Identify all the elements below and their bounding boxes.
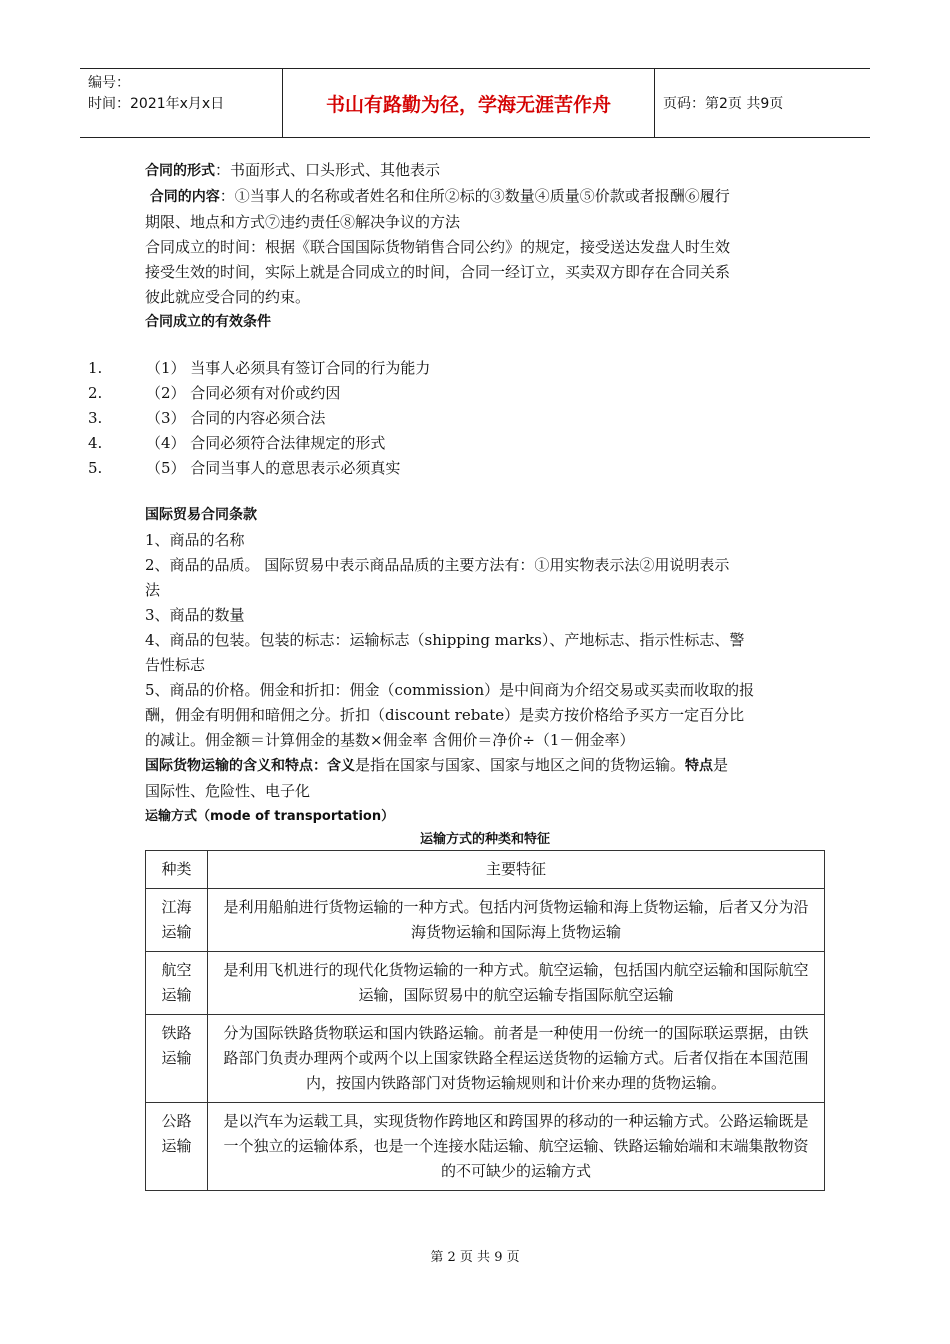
list-item	[88, 356, 788, 381]
conditions-title: 合同成立的有效条件	[145, 314, 271, 330]
meaning-text: 是指在国家与国家、国家与地区之间的货物运输。	[355, 756, 686, 774]
clause-line: 告性标志	[145, 656, 206, 674]
table-row	[146, 1015, 825, 1103]
list-number: 2.	[88, 384, 103, 402]
contract-form-text: ：书面形式、口头形式、其他表示	[215, 161, 441, 179]
table-row	[146, 952, 825, 1015]
type-cell	[146, 889, 208, 952]
col-type-header: 种类	[146, 851, 208, 889]
table-row	[146, 1103, 825, 1191]
list-text: （5） 合同当事人的意思表示必须真实	[146, 459, 401, 477]
list-text: （2） 合同必须有对价或约因	[146, 384, 341, 402]
clause-line: 5、商品的价格。佣金和折扣：佣金（commission）是中间商为介绍交易或买卖而收取的报	[145, 681, 755, 699]
header-meta	[80, 69, 283, 137]
type-cell	[146, 1103, 208, 1191]
page-footer: 第 2 页 共 9 页	[430, 1250, 520, 1265]
contract-content-line	[145, 184, 815, 210]
type-line: 运输	[161, 923, 192, 941]
list-number: 1.	[88, 359, 103, 377]
trade-clauses-section	[145, 503, 815, 829]
clause-line: 法	[145, 581, 161, 599]
header-page-info: 页码：第2页 共9页	[663, 96, 784, 112]
list-text: （1） 当事人必须具有签订合同的行为能力	[146, 359, 431, 377]
list-text: （3） 合同的内容必须合法	[146, 409, 326, 427]
clause-line: 的减让。佣金额＝计算佣金的基数×佣金率 含佣价＝净价÷（1－佣金率）	[145, 731, 635, 749]
feature-cell: 是利用飞机进行的现代化货物运输的一种方式。航空运输，包括国内航空运输和国际航空运输，国际贸易中的航空运输专指国际航空运输	[208, 952, 825, 1015]
contract-content-text-2: 期限、地点和方式⑦违约责任⑧解决争议的方法	[145, 213, 461, 231]
contract-form-label: 合同的形式	[145, 163, 215, 179]
contract-content-label: 合同的内容	[149, 189, 220, 205]
list-number: 5.	[88, 459, 103, 477]
conditions-list	[88, 356, 788, 481]
contract-time-line-1: 合同成立的时间：根据《联合国国际货物销售合同公约》的规定，接受送达发盘人时生效	[145, 238, 731, 256]
trade-clauses-title: 国际贸易合同条款	[145, 507, 257, 523]
contract-content-text-1: ：①当事人的名称或者姓名和住所②标的③数量④质量⑤价款或者报酬⑥履行	[219, 187, 730, 205]
serial-label: 编号：	[88, 75, 130, 91]
type-line: 铁路	[161, 1024, 192, 1042]
table-title: 运输方式的种类和特征	[419, 832, 550, 847]
list-item	[88, 381, 788, 406]
contract-section	[145, 158, 815, 335]
type-line: 运输	[161, 1049, 192, 1067]
feature-text-2: 国际性、危险性、电子化	[145, 782, 311, 800]
type-line: 江海	[161, 898, 192, 916]
list-text: （4） 合同必须符合法律规定的形式	[146, 434, 386, 452]
contract-form-line	[145, 158, 815, 184]
page-header	[80, 68, 870, 138]
clause-line: 酬，佣金有明佣和暗佣之分。折扣（discount rebate）是卖方按价格给予买方一定百分比	[145, 706, 745, 724]
feature-cell: 分为国际铁路货物联运和国内铁路运输。前者是一种使用一份统一的国际联运票据，由铁路部门负责办理两个或两个以上国家铁路全程运送货物的运输方式。后者仅指在本国范围内，按国内铁路部门对货物运输规则和计价来办理的货物运输。	[208, 1015, 825, 1103]
contract-time-line-2: 接受生效的时间，实际上就是合同成立的时间，合同一经订立，买卖双方即存在合同关系	[145, 263, 731, 281]
type-line: 运输	[161, 986, 192, 1004]
transport-title: 国际货物运输的含义和特点	[145, 758, 313, 774]
meaning-label: ：含义	[313, 758, 355, 774]
list-item	[88, 431, 788, 456]
feature-label: 特点	[685, 758, 714, 774]
clause-line: 3、商品的数量	[145, 606, 245, 624]
col-feature-header: 主要特征	[208, 851, 825, 889]
table-header-row	[146, 851, 825, 889]
clause-line: 1、商品的名称	[145, 531, 245, 549]
type-cell	[146, 952, 208, 1015]
contract-time-line-3: 彼此就应受合同的约束。	[145, 288, 311, 306]
clause-line: 2、商品的品质。 国际贸易中表示商品品质的主要方法有：①用实物表示法②用说明表示	[145, 556, 730, 574]
transport-table	[145, 850, 825, 1191]
feature-cell: 是以汽车为运载工具，实现货物作跨地区和跨国界的移动的一种运输方式。公路运输既是一个独立的运输体系，也是一个连接水陆运输、航空运输、铁路运输始端和末端集散物资的不可缺少的运输方式	[208, 1103, 825, 1191]
type-line: 运输	[161, 1137, 192, 1155]
type-line: 公路	[161, 1112, 192, 1130]
list-item	[88, 456, 788, 481]
table-row	[146, 889, 825, 952]
date-label: 时间：2021年x月x日	[88, 96, 225, 112]
feature-cell: 是利用船舶进行货物运输的一种方式。包括内河货物运输和海上货物运输，后者又分为沿海货物运输和国际海上货物运输	[208, 889, 825, 952]
list-item	[88, 406, 788, 431]
type-cell	[146, 1015, 208, 1103]
mode-title: 运输方式（mode of transportation）	[145, 809, 395, 824]
feature-text-1: 是	[713, 756, 729, 774]
list-number: 3.	[88, 409, 103, 427]
type-line: 航空	[161, 961, 192, 979]
clause-line: 4、商品的包装。包装的标志：运输标志（shipping marks）、产地标志、指示性标志、警	[145, 631, 745, 649]
header-motto: 书山有路勤为径，学海无涯苦作舟	[283, 69, 655, 137]
list-number: 4.	[88, 434, 103, 452]
transport-meaning-line	[145, 753, 815, 779]
